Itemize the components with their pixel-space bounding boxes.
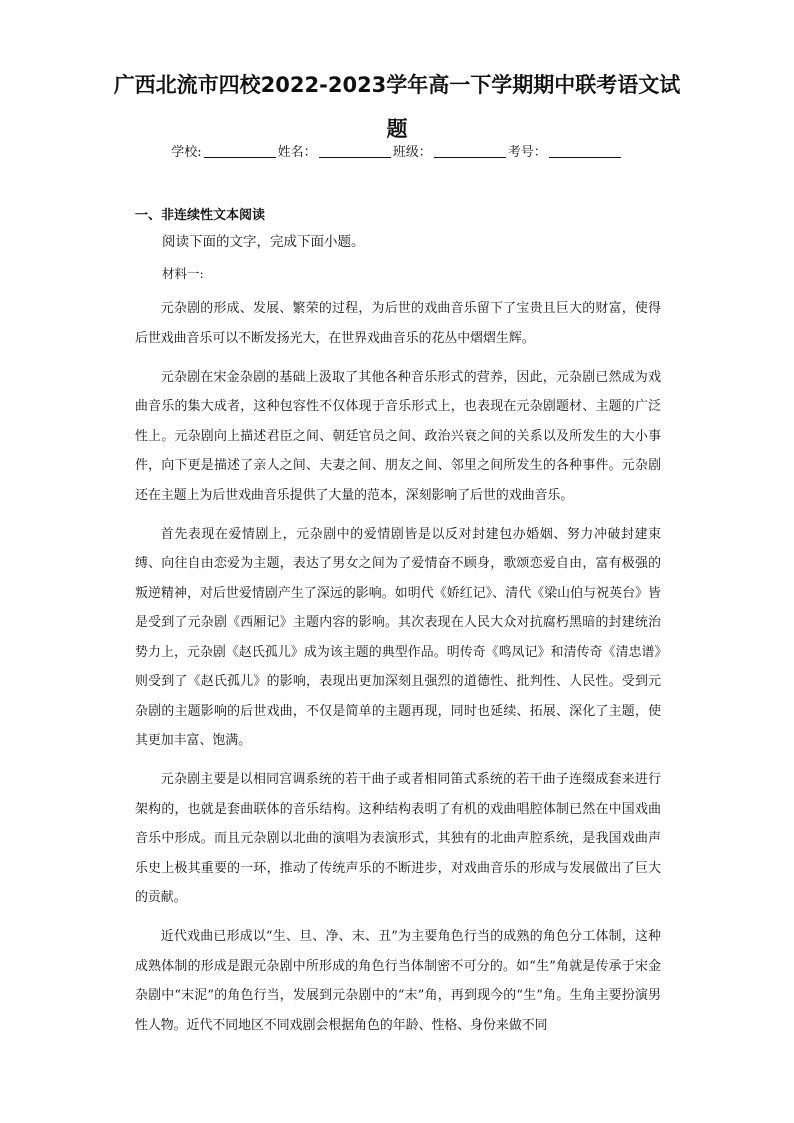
school-blank[interactable] xyxy=(204,143,276,158)
class-blank[interactable] xyxy=(434,143,506,158)
material-label: 材料一: xyxy=(162,266,204,281)
reading-instruction: 阅读下面的文字，完成下面小题。 xyxy=(162,234,365,250)
section-heading: 一、非连续性文本阅读 xyxy=(135,208,266,223)
class-label: 班级： xyxy=(392,145,432,160)
student-info-line xyxy=(0,142,794,164)
school-label: 学校: xyxy=(171,145,202,160)
document-title: 广西北流市四校2022-2023学年高一下学期期中联考语文试题 xyxy=(113,73,681,141)
exam-number-label: 考号： xyxy=(507,145,547,160)
passage-paragraph: 元杂剧主要是以相同宫调系统的若干曲子或者相同笛式系统的若干曲子连缀成套来进行架构的，也就是套曲联体的音乐结构。这种结构表明了有机的戏曲唱腔体制已然在中国戏曲音乐中形成。而且元杂剧以北曲的演唱为表演形式，其独有的北曲声腔系统，是我国戏曲声乐史上极其重要的一环，推动了传统声乐的不断进步，对戏曲音乐的形成与发展做出了巨大的贡献。 xyxy=(135,772,661,905)
passage-body xyxy=(135,294,661,1050)
passage-paragraph: 元杂剧的形成、发展、繁荣的过程，为后世的戏曲音乐留下了宝贵且巨大的财富，使得后世戏曲音乐可以不断发扬光大，在世界戏曲音乐的花丛中熠熠生辉。 xyxy=(135,301,661,346)
name-label: 姓名： xyxy=(277,145,317,160)
name-blank[interactable] xyxy=(319,143,391,158)
passage-paragraph: 近代戏曲已形成以“生、旦、净、末、丑”为主要角色行当的成熟的角色分工体制，这种成熟体制的形成是跟元杂剧中所形成的角色行当体制密不可分的。如“生”角就是传承于宋金杂剧中“末泥”的角色行当，发展到元杂剧中的“末”角，再到现今的“生”角。生角主要扮演男性人物。近代不同地区不同戏剧会根据角色的年龄、性格、身份来做不同 xyxy=(135,929,661,1033)
passage-paragraph: 元杂剧在宋金杂剧的基础上汲取了其他各种音乐形式的营养，因此，元杂剧已然成为戏曲音乐的集大成者，这种包容性不仅体现于音乐形式上，也表现在元杂剧题材、主题的广泛性上。元杂剧向上描述君臣之间、朝廷官员之间、政治兴衰之间的关系以及所发生的大小事件，向下更是描述了亲人之间、夫妻之间、朋友之间、邻里之间所发生的各种事件。元杂剧还在主题上为后世戏曲音乐提供了大量的范本，深刻影响了后世的戏曲音乐。 xyxy=(135,369,661,503)
passage-paragraph: 首先表现在爱情剧上，元杂剧中的爱情剧皆是以反对封建包办婚姻、努力冲破封建束缚、向往自由恋爱为主题，表达了男女之间为了爱情奋不顾身，歌颂恋爱自由，富有极强的叛逆精神，对后世爱情剧产生了深远的影响。如明代《娇红记》、清代《梁山伯与祝英台》皆是受到了元杂剧《西厢记》主题内容的影响。其次表现在人民大众对抗腐朽黑暗的封建统治势力上，元杂剧《赵氏孤儿》成为该主题的典型作品。明传奇《鸣凤记》和清传奇《清忠谱》则受到了《赵氏孤儿》的影响，表现出更加深刻且强烈的道德性、批判性、人民性。受到元杂剧的主题影响的后世戏曲，不仅是简单的主题再现，同时也延续、拓展、深化了主题，使其更加丰富、饱满。 xyxy=(135,526,661,748)
exam-number-blank[interactable] xyxy=(549,143,621,158)
